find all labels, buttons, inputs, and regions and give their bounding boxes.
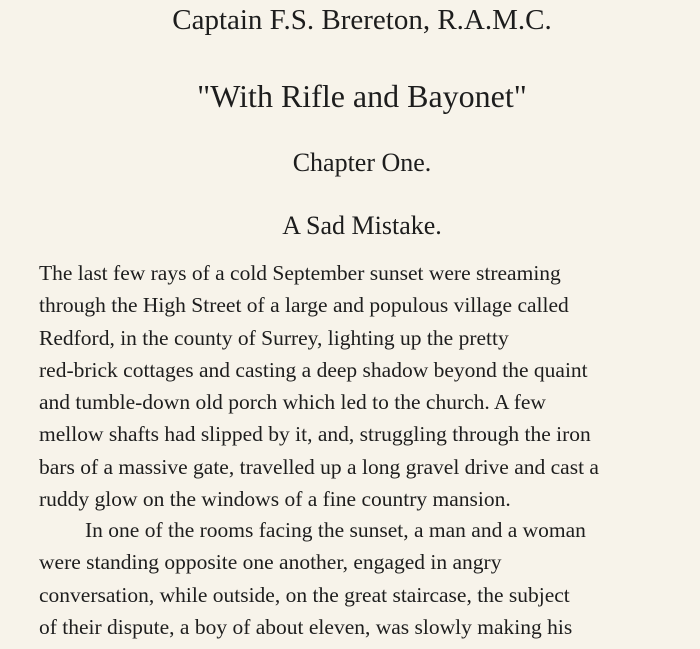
- paragraph-2: [39, 514, 586, 643]
- book-title: "With Rifle and Bayonet": [197, 78, 527, 114]
- paragraph-1: [39, 257, 599, 515]
- text-line: of their dispute, a boy of about eleven, was slowly making his: [39, 614, 573, 639]
- chapter-title: A Sad Mistake.: [282, 211, 442, 240]
- text-line: were standing opposite one another, engaged in angry: [39, 550, 502, 575]
- text-line: mellow shafts had slipped by it, and, struggling through the iron: [39, 422, 591, 447]
- text-line: through the High Street of a large and populous village called: [39, 293, 569, 318]
- chapter-heading: Chapter One.: [292, 148, 432, 177]
- text-line: In one of the rooms facing the sunset, a man and a woman: [85, 518, 586, 542]
- text-line: ruddy glow on the windows of a fine country mansion.: [39, 487, 511, 512]
- text-line: and tumble-down old porch which led to the church. A few: [39, 390, 546, 415]
- text-line: The last few rays of a cold September sunset were streaming: [39, 261, 561, 285]
- text-line: red-brick cottages and casting a deep shadow beyond the quaint: [39, 357, 588, 382]
- text-line: bars of a massive gate, travelled up a long gravel drive and cast a: [39, 454, 599, 479]
- author-heading: Captain F.S. Brereton, R.A.M.C.: [172, 4, 552, 36]
- text-line: Redford, in the county of Surrey, lighting up the pretty: [39, 325, 509, 350]
- text-line: conversation, while outside, on the great staircase, the subject: [39, 582, 570, 607]
